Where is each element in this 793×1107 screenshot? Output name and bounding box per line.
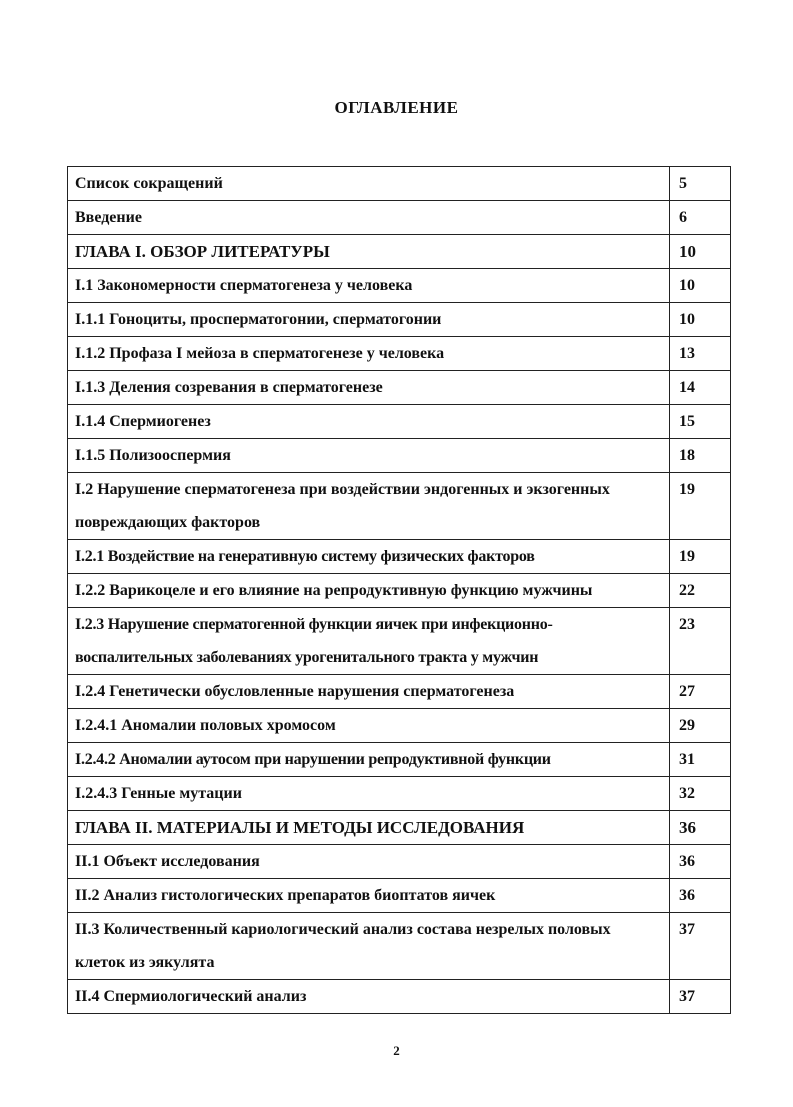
toc-entry-page: 36 [670, 879, 731, 913]
toc-row [68, 879, 731, 913]
toc-row [68, 405, 731, 439]
toc-entry-title: II.2 Анализ гистологических препаратов биоптатов яичек [68, 879, 670, 913]
toc-row [68, 743, 731, 777]
toc-entry-title: I.2.4.1 Аномалии половых хромосом [68, 709, 670, 743]
toc-row [68, 540, 731, 574]
toc-row [68, 337, 731, 371]
toc-row [68, 777, 731, 811]
toc-entry-title: I.1.2 Профаза I мейоза в сперматогенезе у человека [68, 337, 670, 371]
toc-entry-page: 36 [670, 811, 731, 845]
toc-entry-title: I.2.4.3 Генные мутации [68, 777, 670, 811]
toc-row [68, 473, 731, 540]
toc-entry-title: I.2 Нарушение сперматогенеза при воздействии эндогенных и экзогенных повреждающих факторов [68, 473, 670, 540]
toc-entry-title: Введение [68, 201, 670, 235]
page-number: 2 [393, 1043, 400, 1058]
toc-entry-page: 29 [670, 709, 731, 743]
toc-entry-title: I.1.3 Деления созревания в сперматогенезе [68, 371, 670, 405]
toc-entry-page: 27 [670, 675, 731, 709]
toc-row [68, 608, 731, 675]
toc-entry-page: 37 [670, 913, 731, 980]
toc-row [68, 675, 731, 709]
toc-row [68, 269, 731, 303]
toc-entry-title: I.1.4 Спермиогенез [68, 405, 670, 439]
toc-entry-title: II.1 Объект исследования [68, 845, 670, 879]
toc-entry-title: I.2.4 Генетически обусловленные нарушения сперматогенеза [68, 675, 670, 709]
toc-row [68, 913, 731, 980]
toc-entry-title: Список сокращений [68, 167, 670, 201]
toc-row [68, 845, 731, 879]
toc-row [68, 303, 731, 337]
toc-chapter-title: ГЛАВА II. МАТЕРИАЛЫ И МЕТОДЫ ИССЛЕДОВАНИЯ [68, 811, 670, 845]
toc-entry-page: 36 [670, 845, 731, 879]
toc-entry-page: 10 [670, 303, 731, 337]
toc-row [68, 709, 731, 743]
toc-entry-page: 23 [670, 608, 731, 675]
toc-row [68, 371, 731, 405]
toc-entry-title: I.2.3 Нарушение сперматогенной функции яичек при инфекционно-воспалительных заболеваниях урогенитального тракта у мужчин [68, 608, 670, 675]
toc-entry-page: 19 [670, 540, 731, 574]
toc-entry-title: II.4 Спермиологический анализ [68, 980, 670, 1014]
toc-row [68, 235, 731, 269]
toc-entry-page: 13 [670, 337, 731, 371]
toc-row [68, 167, 731, 201]
toc-row [68, 439, 731, 473]
toc-row [68, 980, 731, 1014]
toc-row [68, 574, 731, 608]
toc-entry-page: 5 [670, 167, 731, 201]
toc-entry-title: I.2.2 Варикоцеле и его влияние на репродуктивную функцию мужчины [68, 574, 670, 608]
toc-entry-title: II.3 Количественный кариологический анализ состава незрелых половых клеток из эякулята [68, 913, 670, 980]
table-of-contents [67, 166, 731, 1014]
toc-row [68, 811, 731, 845]
toc-entry-page: 22 [670, 574, 731, 608]
toc-entry-page: 15 [670, 405, 731, 439]
toc-entry-title: I.2.1 Воздействие на генеративную систему физических факторов [68, 540, 670, 574]
toc-entry-page: 10 [670, 235, 731, 269]
toc-entry-page: 37 [670, 980, 731, 1014]
toc-chapter-title: ГЛАВА I. ОБЗОР ЛИТЕРАТУРЫ [68, 235, 670, 269]
toc-entry-page: 31 [670, 743, 731, 777]
toc-entry-page: 19 [670, 473, 731, 540]
toc-entry-title: I.2.4.2 Аномалии аутосом при нарушении репродуктивной функции [68, 743, 670, 777]
toc-entry-page: 18 [670, 439, 731, 473]
toc-row [68, 201, 731, 235]
toc-entry-title: I.1 Закономерности сперматогенеза у человека [68, 269, 670, 303]
toc-entry-page: 6 [670, 201, 731, 235]
toc-entry-page: 14 [670, 371, 731, 405]
toc-entry-page: 32 [670, 777, 731, 811]
toc-entry-title: I.1.5 Полизооспермия [68, 439, 670, 473]
page-title: ОГЛАВЛЕНИЕ [334, 98, 459, 117]
toc-entry-page: 10 [670, 269, 731, 303]
toc-entry-title: I.1.1 Гоноциты, просперматогонии, сперматогонии [68, 303, 670, 337]
